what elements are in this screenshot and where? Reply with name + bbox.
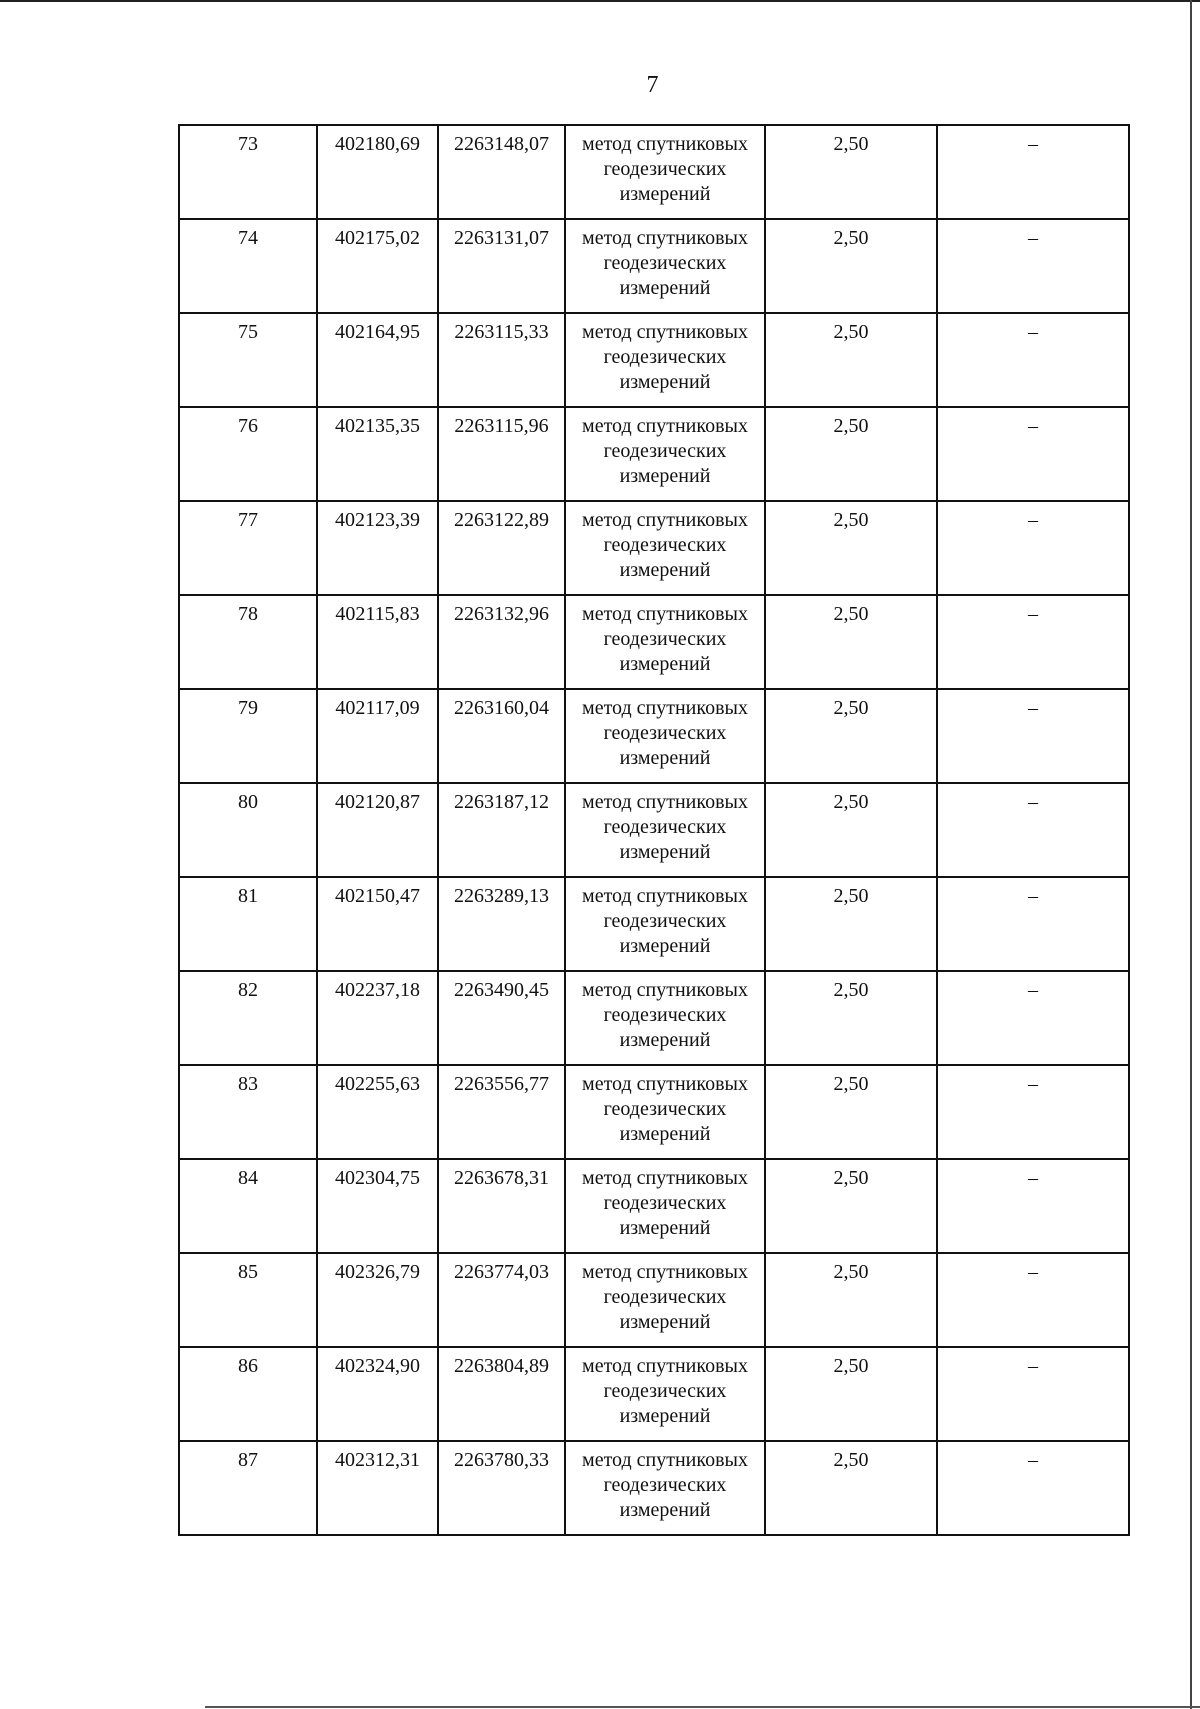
method-cell: метод спутниковых геодезических измерений xyxy=(565,877,765,971)
x-coordinate-cell: 402312,31 xyxy=(317,1441,438,1535)
point-number-cell: 81 xyxy=(179,877,317,971)
y-coordinate-cell: 2263131,07 xyxy=(438,219,565,313)
table-row xyxy=(179,783,1129,877)
page-edge-top xyxy=(0,0,1200,2)
accuracy-cell: 2,50 xyxy=(765,877,937,971)
point-number-cell: 80 xyxy=(179,783,317,877)
point-number-cell: 83 xyxy=(179,1065,317,1159)
method-cell: метод спутниковых геодезических измерений xyxy=(565,501,765,595)
point-number-cell: 82 xyxy=(179,971,317,1065)
point-number-cell: 78 xyxy=(179,595,317,689)
accuracy-cell: 2,50 xyxy=(765,1253,937,1347)
y-coordinate-cell: 2263160,04 xyxy=(438,689,565,783)
accuracy-cell: 2,50 xyxy=(765,219,937,313)
point-number-cell: 86 xyxy=(179,1347,317,1441)
x-coordinate-cell: 402115,83 xyxy=(317,595,438,689)
table-row xyxy=(179,1253,1129,1347)
method-cell: метод спутниковых геодезических измерений xyxy=(565,971,765,1065)
method-cell: метод спутниковых геодезических измерений xyxy=(565,125,765,219)
y-coordinate-cell: 2263678,31 xyxy=(438,1159,565,1253)
method-cell: метод спутниковых геодезических измерений xyxy=(565,1065,765,1159)
accuracy-cell: 2,50 xyxy=(765,971,937,1065)
accuracy-cell: 2,50 xyxy=(765,1441,937,1535)
note-cell: – xyxy=(937,783,1129,877)
accuracy-cell: 2,50 xyxy=(765,125,937,219)
note-cell: – xyxy=(937,595,1129,689)
point-number-cell: 87 xyxy=(179,1441,317,1535)
table-row xyxy=(179,125,1129,219)
note-cell: – xyxy=(937,1159,1129,1253)
y-coordinate-cell: 2263490,45 xyxy=(438,971,565,1065)
accuracy-cell: 2,50 xyxy=(765,595,937,689)
y-coordinate-cell: 2263780,33 xyxy=(438,1441,565,1535)
x-coordinate-cell: 402150,47 xyxy=(317,877,438,971)
table-row xyxy=(179,1347,1129,1441)
point-number-cell: 75 xyxy=(179,313,317,407)
coordinates-table xyxy=(178,124,1130,1536)
note-cell: – xyxy=(937,877,1129,971)
x-coordinate-cell: 402304,75 xyxy=(317,1159,438,1253)
y-coordinate-cell: 2263556,77 xyxy=(438,1065,565,1159)
x-coordinate-cell: 402164,95 xyxy=(317,313,438,407)
point-number-cell: 74 xyxy=(179,219,317,313)
table-row xyxy=(179,1441,1129,1535)
method-cell: метод спутниковых геодезических измерений xyxy=(565,783,765,877)
point-number-cell: 77 xyxy=(179,501,317,595)
y-coordinate-cell: 2263804,89 xyxy=(438,1347,565,1441)
accuracy-cell: 2,50 xyxy=(765,1347,937,1441)
point-number-cell: 79 xyxy=(179,689,317,783)
table-row xyxy=(179,877,1129,971)
accuracy-cell: 2,50 xyxy=(765,689,937,783)
note-cell: – xyxy=(937,125,1129,219)
accuracy-cell: 2,50 xyxy=(765,501,937,595)
x-coordinate-cell: 402123,39 xyxy=(317,501,438,595)
note-cell: – xyxy=(937,407,1129,501)
accuracy-cell: 2,50 xyxy=(765,783,937,877)
note-cell: – xyxy=(937,1253,1129,1347)
note-cell: – xyxy=(937,1065,1129,1159)
x-coordinate-cell: 402117,09 xyxy=(317,689,438,783)
method-cell: метод спутниковых геодезических измерений xyxy=(565,313,765,407)
x-coordinate-cell: 402120,87 xyxy=(317,783,438,877)
note-cell: – xyxy=(937,1347,1129,1441)
method-cell: метод спутниковых геодезических измерений xyxy=(565,689,765,783)
x-coordinate-cell: 402324,90 xyxy=(317,1347,438,1441)
note-cell: – xyxy=(937,689,1129,783)
y-coordinate-cell: 2263122,89 xyxy=(438,501,565,595)
y-coordinate-cell: 2263774,03 xyxy=(438,1253,565,1347)
accuracy-cell: 2,50 xyxy=(765,1159,937,1253)
table-row xyxy=(179,1065,1129,1159)
y-coordinate-cell: 2263115,33 xyxy=(438,313,565,407)
page-edge-right xyxy=(1190,0,1192,1709)
y-coordinate-cell: 2263148,07 xyxy=(438,125,565,219)
note-cell: – xyxy=(937,971,1129,1065)
point-number-cell: 76 xyxy=(179,407,317,501)
y-coordinate-cell: 2263115,96 xyxy=(438,407,565,501)
coordinates-table-body xyxy=(179,125,1129,1535)
x-coordinate-cell: 402255,63 xyxy=(317,1065,438,1159)
table-row xyxy=(179,971,1129,1065)
table-row xyxy=(179,501,1129,595)
x-coordinate-cell: 402180,69 xyxy=(317,125,438,219)
accuracy-cell: 2,50 xyxy=(765,313,937,407)
x-coordinate-cell: 402237,18 xyxy=(317,971,438,1065)
y-coordinate-cell: 2263289,13 xyxy=(438,877,565,971)
x-coordinate-cell: 402135,35 xyxy=(317,407,438,501)
note-cell: – xyxy=(937,313,1129,407)
table-row xyxy=(179,1159,1129,1253)
method-cell: метод спутниковых геодезических измерений xyxy=(565,1441,765,1535)
method-cell: метод спутниковых геодезических измерений xyxy=(565,407,765,501)
x-coordinate-cell: 402175,02 xyxy=(317,219,438,313)
table-row xyxy=(179,313,1129,407)
method-cell: метод спутниковых геодезических измерений xyxy=(565,1253,765,1347)
method-cell: метод спутниковых геодезических измерений xyxy=(565,1159,765,1253)
point-number-cell: 85 xyxy=(179,1253,317,1347)
table-row xyxy=(179,407,1129,501)
accuracy-cell: 2,50 xyxy=(765,1065,937,1159)
page-edge-bottom xyxy=(205,1706,1200,1708)
point-number-cell: 84 xyxy=(179,1159,317,1253)
table-row xyxy=(179,689,1129,783)
accuracy-cell: 2,50 xyxy=(765,407,937,501)
method-cell: метод спутниковых геодезических измерений xyxy=(565,595,765,689)
method-cell: метод спутниковых геодезических измерений xyxy=(565,1347,765,1441)
y-coordinate-cell: 2263132,96 xyxy=(438,595,565,689)
y-coordinate-cell: 2263187,12 xyxy=(438,783,565,877)
table-row xyxy=(179,595,1129,689)
method-cell: метод спутниковых геодезических измерений xyxy=(565,219,765,313)
x-coordinate-cell: 402326,79 xyxy=(317,1253,438,1347)
page-number: 7 xyxy=(646,72,659,98)
point-number-cell: 73 xyxy=(179,125,317,219)
note-cell: – xyxy=(937,1441,1129,1535)
note-cell: – xyxy=(937,219,1129,313)
note-cell: – xyxy=(937,501,1129,595)
table-row xyxy=(179,219,1129,313)
